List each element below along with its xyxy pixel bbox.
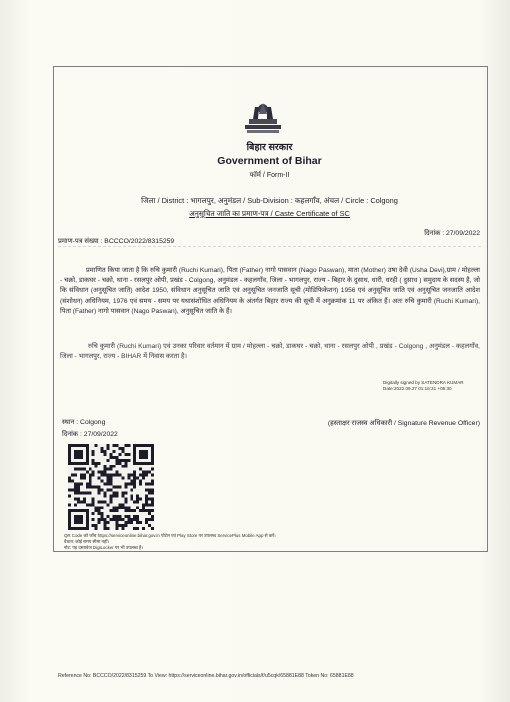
certificate-number: प्रमाण-पत्र संख्या : BCCCO/2022/8315259 — [58, 238, 175, 245]
issue-date: दिनांक : 27/09/2022 — [424, 230, 480, 237]
form-number: फॉर्म / Form-II — [249, 172, 290, 179]
hindi-header-title: बिहार सरकार — [246, 142, 293, 153]
digital-signature-line2: Date:2022.09.27 01:16:31 +05:30 — [383, 386, 452, 391]
location-line: जिला / District : भागलपुर, अनुमंडल / Sub-Division : कहलगाँव, अंचल / Circle : Colgong — [141, 196, 398, 205]
digital-signature-line1: Digitally signed by SATENDRA KUMAR — [383, 380, 464, 385]
footer-reference: Reference No: BCCCO/2022/8315259 To View: https://serviceonline.bihar.gov.in/officials/f/u5cqk/65881E88 Token No: 65881E88 — [58, 673, 354, 679]
qr-code-icon[interactable] — [68, 444, 154, 530]
digilocker-note: नोट: यह दस्तावेज DigiLocker पर भी उपलब्ध है। — [64, 545, 144, 550]
signing-date: दिनांक : 27/09/2022 — [62, 431, 118, 438]
residence-paragraph: रुचि कुमारी (Ruchi Kumari) एवं उनका परिवार वर्तमान में ग्राम / मोहल्ला - चक्रो, डाकघर - चक्रो, थाना - रसलपुर ओपी , प्रखंड - Colgong , अनुमंडल - कहलगाँव, जिला - भागलपुर, राज्य - BIHAR में निवास करता है। — [60, 343, 480, 361]
signature-label: (हस्ताक्षर राजस्व अधिकारी / Signature Revenue Officer) — [327, 420, 480, 427]
digital-signature — [383, 380, 464, 392]
bihar-emblem-icon — [241, 101, 285, 135]
divider — [58, 246, 481, 247]
certificate-body-paragraph: प्रमाणित किया जाता है कि रुचि कुमारी (Ruchi Kumari), पिता (Father) नागो पासवान (Nago Paswan), माता (Mother) उषा देवी (Usha Devi),ग्राम / मोहल्ला - चक्रो, डाकघर - चक्रो, थाना - रसलपुर ओपी, प्रखंड - Colgong, अनुमंडल - कहलगाँव, जिला - भागलपुर, राज्य - बिहार के दुसाध, धारी, धरही ( दुसाध ) समुदाय के सदस्य है, जो कि संविधान (अनुसूचित जाति) आदेश 1950, संविधान अनुसूचित जाति एवं अनुसूचित जनजाति सूची (मोडिफिकेशन) 1956 एवं अनुसूचित जाति एवं अनुसूचित जनजाति आदेश (संशोधन) अधिनियम, 1976 एवं समय - समय पर यथासंशोधित अधिनियम के अंतर्गत बिहार राज्य की सूची में अनुक्रमांक 11 पर अंकित हैं। अतः रुचि कुमारी (Ruchi Kumari), पिता (Father) नागो पासवान (Nago Paswan), अनुसूचित जाति के हैं। — [60, 267, 480, 315]
validity-note: वैधता: कोई समय सीमा नहीं। — [64, 539, 110, 544]
place: स्थान : Colgong — [62, 419, 106, 426]
header-title: Government of Bihar — [217, 155, 322, 167]
certificate-title: अनुसूचित जाति का प्रमाण-पत्र / Caste Certificate of SC — [189, 209, 350, 218]
qr-instruction: QR Code को जाँच https://serviceonline.bihar.gov.in पोर्टल एवं Play Store पर उपलब्ध ServicePlus Mobile App से करें। — [64, 533, 276, 538]
